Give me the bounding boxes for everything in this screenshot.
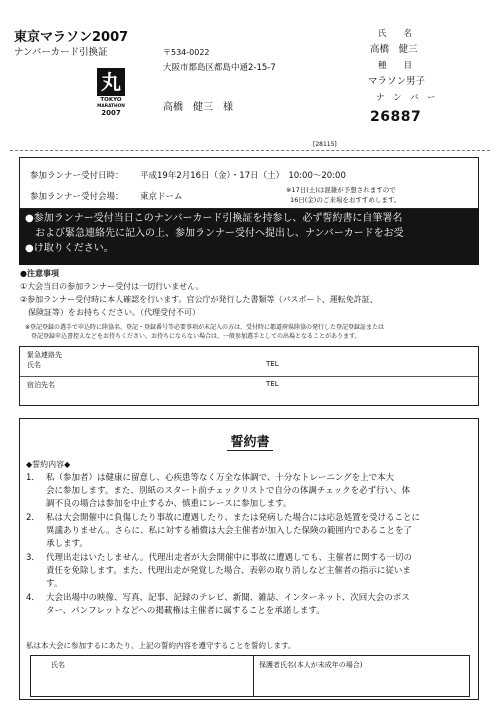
lodging-label: 宿泊先名 [27,381,55,389]
emergency-contact-form [19,346,479,406]
instruction-banner [19,209,479,265]
reception-venue-label: 参加ランナー受付会場： [30,192,124,202]
document-title: 東京マラソン2007 [14,30,129,45]
reference-code: [28115] [313,141,337,148]
signature-box [30,655,470,697]
document-subtitle: ナンバーカード引換証 [14,47,108,58]
runner-name-value: 高橋 健三 [370,44,418,55]
oath-agreement: 私は本大会に参加するにあたり、上記の誓約内容を遵守することを誓約します。 [26,641,296,650]
note-item-2a: ②参加ランナー受付時に本人確認を行います。官公庁が発行した書類等（パスポート、運転免許証、 [20,295,378,304]
reception-venue-value: 東京ドーム [140,192,183,202]
event-label: 種 目 [378,61,413,71]
contact-name-label: 氏名 [27,361,41,369]
note-small-1: ※登記登録の選手で申込時に陸協名、登記・登録番号等必要事項が未記入の方は、受付時に都道府県陸協の発行した登記登録証または [25,324,385,331]
postal-code: 〒534-0022 [163,48,210,57]
reception-note-line2: 16日(金)のご来場をおすすめします。 [290,196,401,204]
signature-divider [253,656,254,696]
bib-number: 26887 [370,109,422,125]
event-value: マラソン男子 [368,76,426,87]
form-divider [20,376,478,377]
recipient-address: 大阪市都島区都島中通2-15-7 [163,63,276,73]
runner-name-label: 氏 名 [378,29,413,39]
reception-note-line1: ※17日(土)は混雑が予想されますので [286,186,396,194]
reception-info-box [19,157,479,209]
notes-heading: ●注意事項 [20,269,59,278]
note-small-2: 登記登録申込書控えなどをお持ちください。お持ちにならない場合は、一般参加選手としての出場となることがあります。 [25,333,361,340]
signature-name-label: 氏名 [51,661,65,669]
guardian-name-label: 保護者氏名(本人が未成年の場合) [259,661,363,669]
contact-tel-label: TEL [266,360,279,368]
note-item-1: ①大会当日の参加ランナー受付は一切行いません。 [20,282,204,291]
instruction-line2: および緊急連絡先に記入の上、参加ランナー受付へ提出し、ナンバーカードをお受 [25,228,404,239]
oath-heading: ◆誓約内容◆ [26,460,71,469]
lodging-tel-label: TEL [266,380,279,388]
note-item-2b: 保険証等）をお持ちください。（代理受付不可） [20,308,200,317]
number-label: ナ ン バ ー [376,93,436,103]
oath-title: 誓約書 [20,431,480,450]
emergency-contact-label: 緊急連絡先 [27,351,62,359]
reception-datetime-label: 参加ランナー受付日時： [30,171,124,181]
tokyo-marathon-logo-icon: 丸 TOKYO MARATHON 2007 [97,70,125,117]
instruction-line1: ●参加ランナー受付当日このナンバーカード引換証を持参し、必ず誓約書に自筆署名 [25,213,403,224]
recipient-name: 高橋 健三 様 [163,102,233,113]
reception-datetime-value: 平成19年2月16日（金）・17日（土） 10:00～20:00 [140,171,346,181]
cut-line [10,150,490,151]
instruction-line3: ●け取りください。 [25,243,114,254]
oath-section: 誓約書 ◆誓約内容◆ 1． 私（参加者）は健康に留意し、心疾患等なく万全な体調で、十分なトレーニングを上で本大 会に参加します。また、別紙のスタート前チェックリストで自分の体調チェックを必ず行い、体 調不良の場合は参加を中止するか、慎重にレースに参加します。 2． 私は大会開催中に負傷したり事故に遭遇したり、または発病した場合には応急処置を受けることに 異議ありません。さらに、私に対する補償は大会主催者が加入した保険の範囲内であることを了 承します。 3． 代理出走はいたしません。代理出走者が大会開催中に事故に遭遇しても、主催者に関する一切の 責任を免除します。また、代理出走が発覚した場合、表彰の取り消しなど主催者の指示に従いま す。 4． 大会出場中の映像、写真、記事、記録のテレビ、新聞、雑誌、インターネット、次回大会のポス ター、パンフレットなどへの掲載権は主催者に属することを承諾します。 私は本大会に参加するにあたり、上記の誓約内容を遵守することを誓約します。 氏名 保護者氏名(本人が未成年の場合) [19,418,479,700]
